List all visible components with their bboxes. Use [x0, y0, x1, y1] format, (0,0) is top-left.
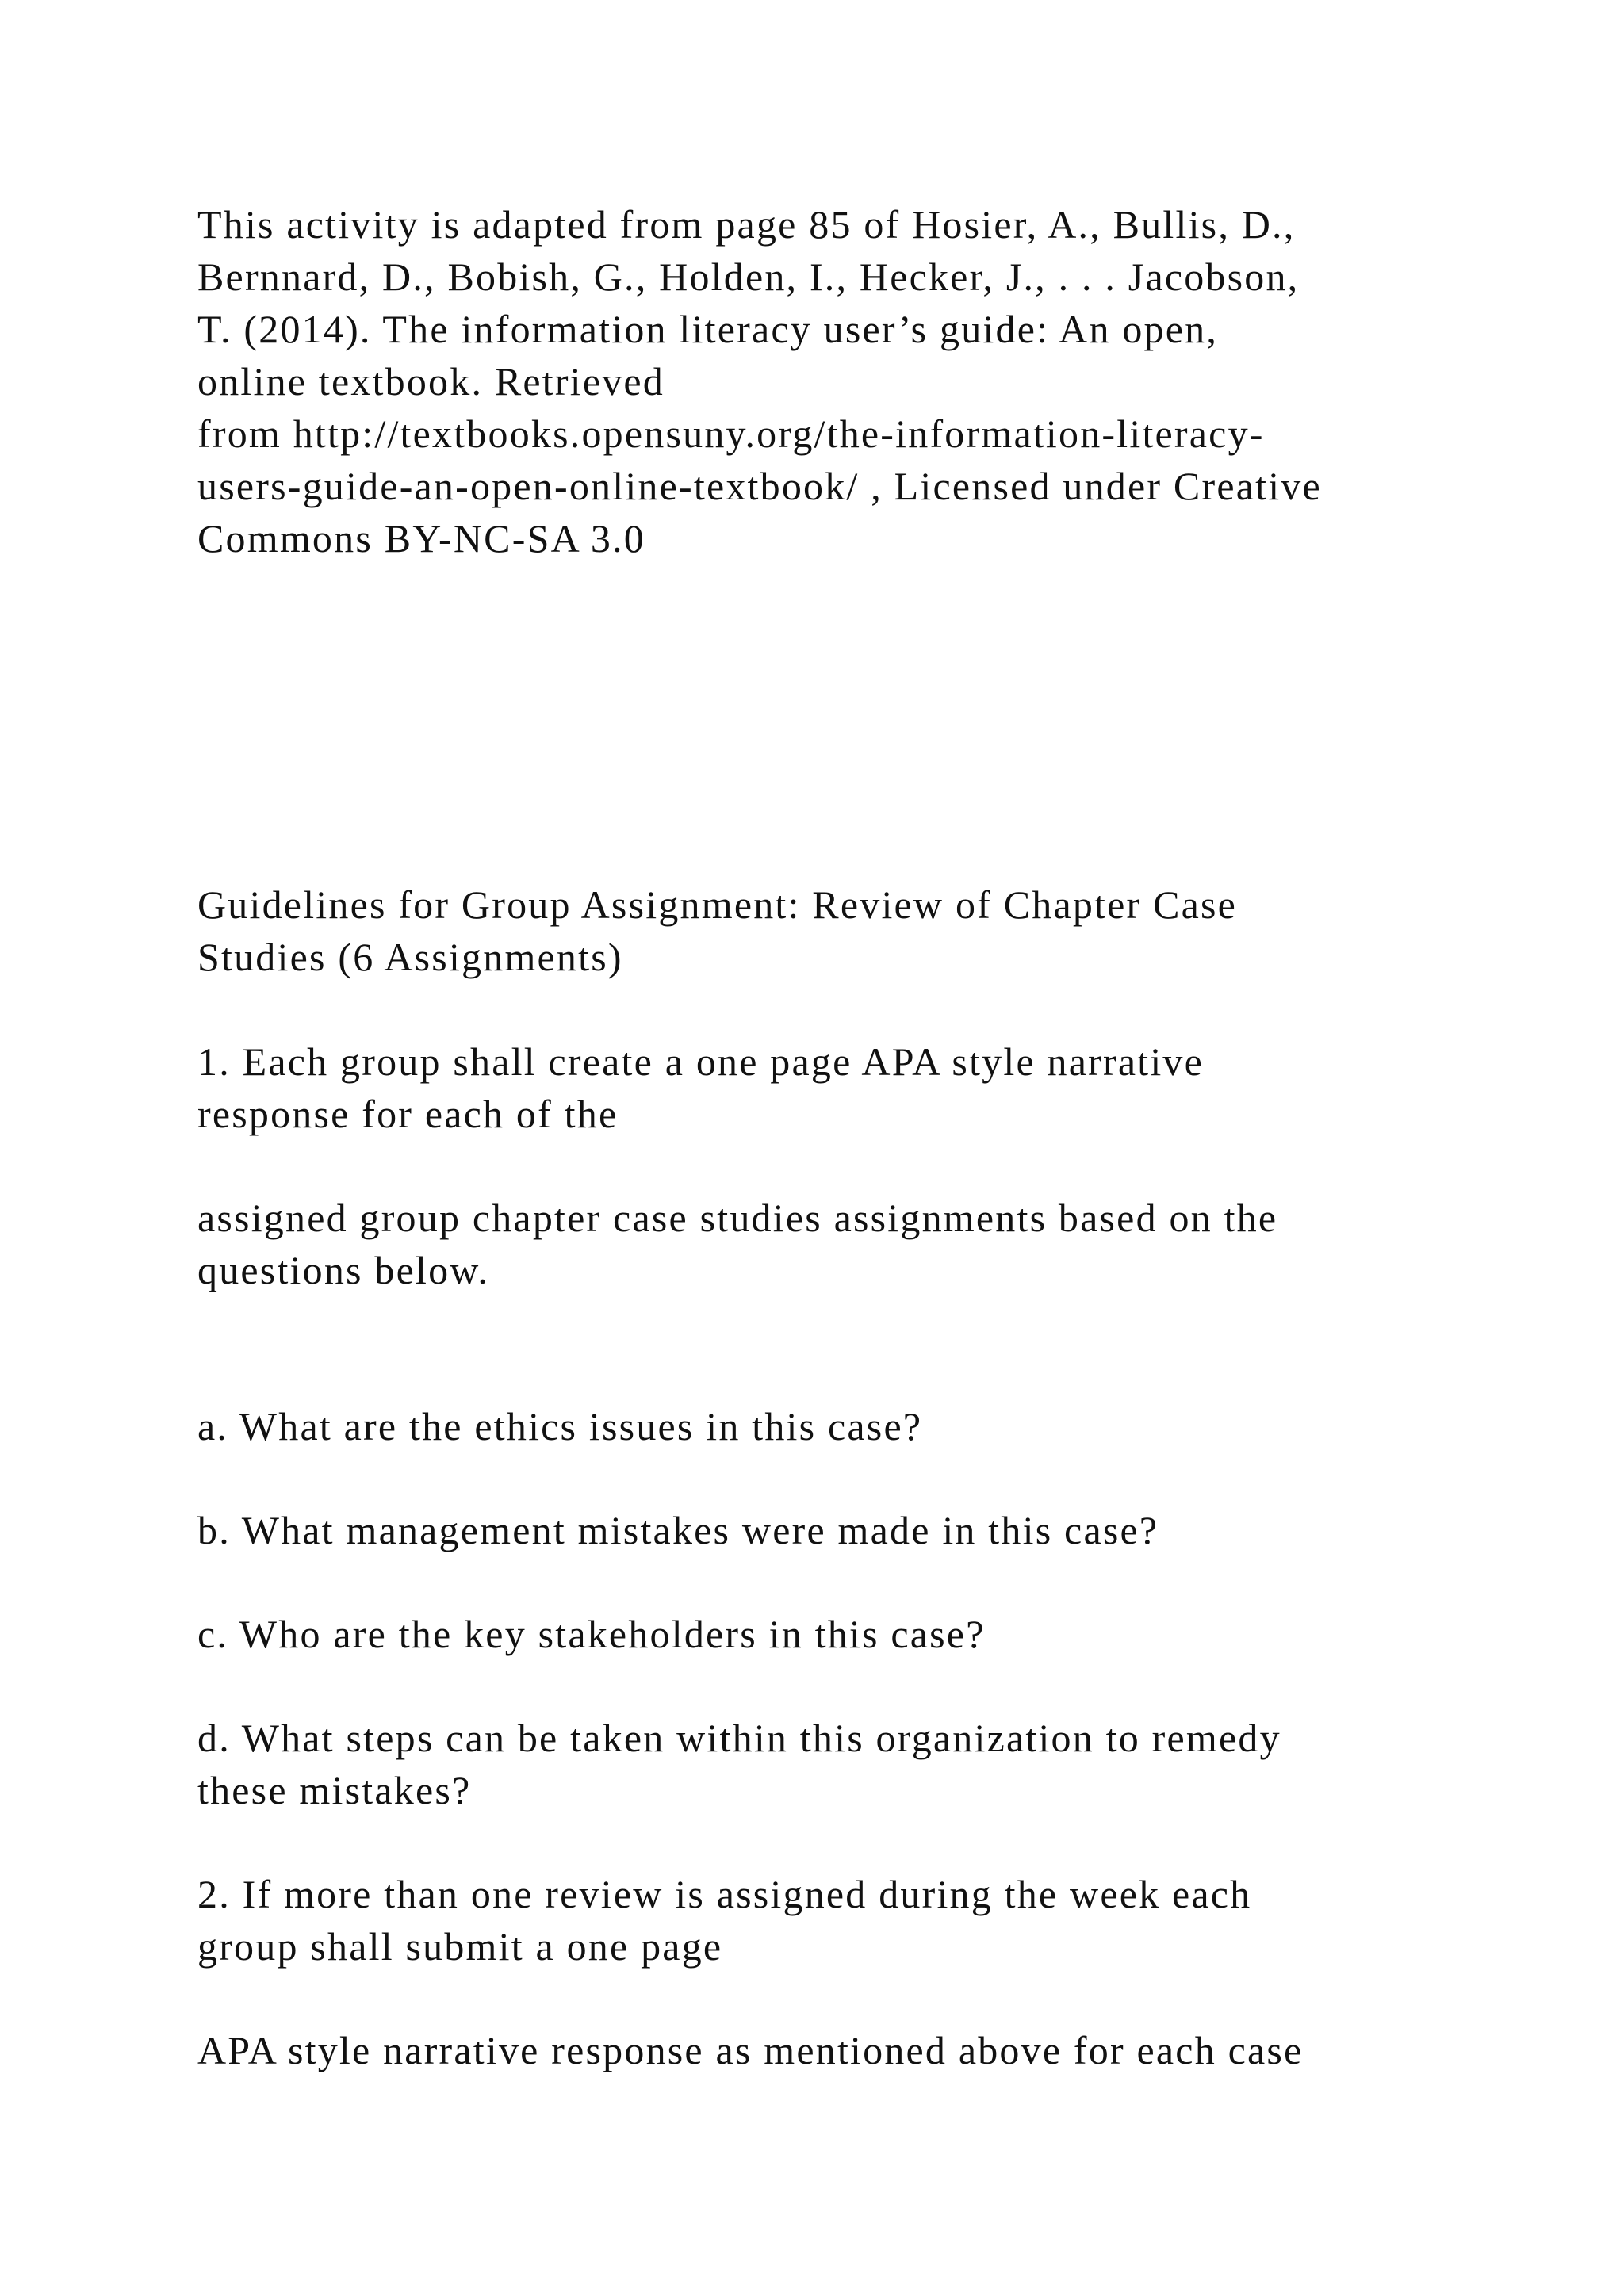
question-b: b. What management mistakes were made in this case?: [197, 1508, 1159, 1552]
citation-line: Commons BY-NC-SA 3.0: [197, 516, 645, 561]
item-line: 2. If more than one review is assigned during the week each: [197, 1872, 1252, 1916]
citation-line: users-guide-an-open-online-textbook/ , Licensed under Creative: [197, 464, 1322, 508]
item-line: 1. Each group shall create a one page APA style narrative: [197, 1039, 1205, 1084]
heading-line: Studies (6 Assignments): [197, 935, 623, 979]
question-c: c. Who are the key stakeholders in this case?: [197, 1612, 986, 1656]
citation-line: This activity is adapted from page 85 of Hosier, A., Bullis, D.,: [197, 202, 1296, 247]
item-line: response for each of the: [197, 1092, 619, 1136]
question-line: these mistakes?: [197, 1768, 472, 1812]
item-line: assigned group chapter case studies assignments based on the: [197, 1196, 1278, 1240]
citation-line: T. (2014). The information literacy user’s guide: An open,: [197, 307, 1219, 351]
citation-line: from http://textbooks.opensuny.org/the-information-literacy-: [197, 411, 1265, 456]
item-line: group shall submit a one page: [197, 1924, 723, 1969]
citation-line: Bernnard, D., Bobish, G., Holden, I., Hecker, J., . . . Jacobson,: [197, 254, 1300, 299]
citation-line: online textbook. Retrieved: [197, 359, 665, 404]
guideline-item-2-continued: APA style narrative response as mentioned above for each case: [197, 2028, 1304, 2072]
heading-line: Guidelines for Group Assignment: Review of Chapter Case: [197, 882, 1238, 927]
question-line: d. What steps can be taken within this organization to remedy: [197, 1716, 1281, 1760]
question-a: a. What are the ethics issues in this case?: [197, 1404, 923, 1448]
item-line: questions below.: [197, 1248, 490, 1292]
